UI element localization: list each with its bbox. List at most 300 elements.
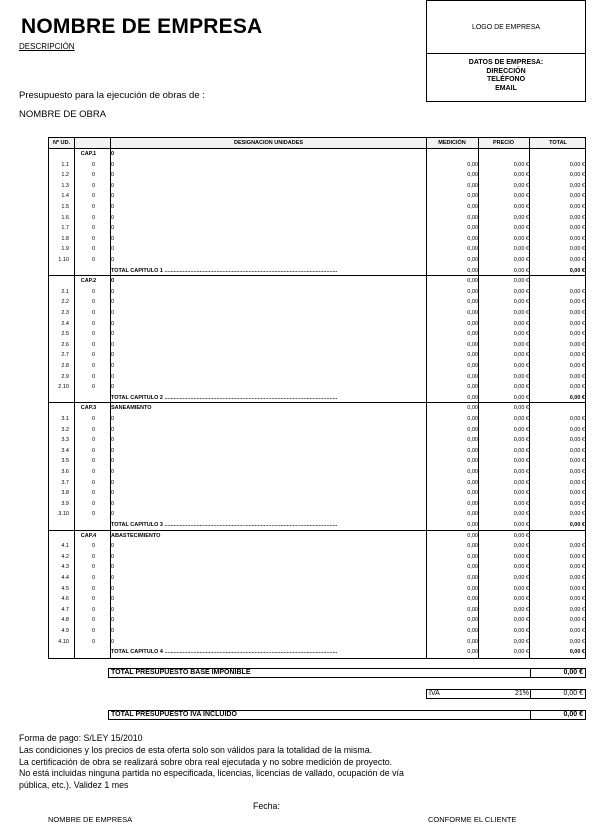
- table-row: [49, 637, 585, 648]
- item-quantity: 0: [91, 575, 95, 581]
- chapter-total-price: 0,00 €: [513, 649, 529, 656]
- chapter-total: 0,00 €: [569, 649, 585, 656]
- item-measure: 0,00: [467, 204, 478, 210]
- item-measure: 0,00: [467, 638, 478, 645]
- table-row: [49, 308, 585, 319]
- item-price: 0,00 €: [513, 458, 529, 465]
- chapter-total-measure: 0,00: [467, 267, 478, 274]
- table-row: [49, 329, 585, 340]
- item-total: 0,00 €: [569, 172, 585, 179]
- item-description: 0: [111, 585, 115, 592]
- table-row: [49, 213, 585, 224]
- item-measure: 0,00: [467, 320, 478, 327]
- item-measure: 0,00: [467, 214, 478, 221]
- item-price: 0,00 €: [513, 479, 529, 486]
- item-quantity: 0: [91, 161, 95, 168]
- table-row: [49, 435, 585, 446]
- item-number: 2.7: [61, 352, 69, 359]
- chapter-total-measure: 0,00: [467, 522, 478, 528]
- terms-line: Las condiciones y los precios de esta oferta solo son válidos para la totalidad de la misma.: [19, 744, 373, 755]
- item-quantity: 0: [91, 373, 95, 380]
- col-med-header: MEDICIÓN: [438, 140, 466, 146]
- chapter-row: [49, 531, 585, 542]
- item-measure: 0,00: [467, 458, 478, 465]
- item-price: 0,00 €: [513, 235, 529, 242]
- chapter-row: [49, 149, 585, 160]
- item-quantity: 0: [91, 384, 95, 391]
- iva-row: [426, 689, 586, 699]
- item-description: 0: [111, 257, 115, 263]
- item-total: 0,00 €: [569, 384, 585, 391]
- item-measure: 0,00: [467, 225, 478, 232]
- company-email: EMAIL: [495, 84, 517, 92]
- table-row: [49, 319, 585, 330]
- table-row: [49, 562, 585, 573]
- chapter-total-measure: 0,00: [467, 394, 478, 401]
- item-total: 0,00 €: [569, 447, 585, 454]
- table-row: [49, 541, 585, 552]
- item-number: 4.4: [61, 575, 69, 581]
- item-number: 1.6: [61, 214, 69, 221]
- item-price: 0,00 €: [513, 469, 529, 475]
- total-incl-value: 0,00 €: [563, 711, 583, 718]
- item-price: 0,00 €: [513, 193, 529, 200]
- item-price: 0,00 €: [513, 352, 529, 359]
- item-quantity: 0: [91, 628, 95, 634]
- item-total: 0,00 €: [569, 246, 585, 253]
- item-number: 2.6: [61, 341, 69, 348]
- item-measure: 0,00: [467, 363, 478, 369]
- item-price: 0,00 €: [513, 511, 529, 518]
- item-quantity: 0: [91, 193, 95, 200]
- col-pre-header: PRECIO: [492, 140, 515, 146]
- table-row: [49, 499, 585, 510]
- item-price: 0,00 €: [513, 638, 529, 645]
- item-total: 0,00 €: [569, 416, 585, 422]
- item-measure: 0,00: [467, 479, 478, 486]
- item-measure: 0,00: [467, 246, 478, 253]
- item-measure: 0,00: [467, 193, 478, 200]
- item-description: 0: [111, 490, 115, 497]
- item-quantity: 0: [91, 500, 95, 507]
- base-total-row: [108, 668, 586, 678]
- item-quantity: 0: [91, 543, 95, 550]
- item-number: 4.1: [61, 543, 69, 550]
- item-number: 3.5: [61, 458, 69, 465]
- table-row: [49, 478, 585, 489]
- budget-table: [48, 137, 586, 659]
- item-number: 1.4: [61, 193, 69, 200]
- chapter-measure: 0,00: [467, 405, 478, 412]
- date-label: Fecha:: [253, 801, 280, 811]
- chapter-total-label: TOTAL CAPITULO 3 .................................................................................................................: [111, 522, 338, 528]
- item-description: 0: [111, 161, 115, 168]
- item-number: 2.2: [61, 299, 69, 306]
- item-total: 0,00 €: [569, 596, 585, 603]
- item-total: 0,00 €: [569, 373, 585, 380]
- item-price: 0,00 €: [513, 437, 529, 444]
- item-total: 0,00 €: [569, 469, 585, 475]
- item-quantity: 0: [91, 310, 95, 316]
- item-quantity: 0: [91, 458, 95, 465]
- table-row: [49, 414, 585, 425]
- item-description: 0: [111, 193, 115, 200]
- item-quantity: 0: [91, 214, 95, 221]
- item-total: 0,00 €: [569, 553, 585, 560]
- chapter-total-price: 0,00 €: [513, 522, 529, 528]
- item-measure: 0,00: [467, 373, 478, 380]
- chapter-price: 0,00 €: [513, 278, 529, 285]
- item-quantity: 0: [91, 437, 95, 444]
- terms-line: No está incluidas ninguna partida no especificada, licencias, licencias de vallado, ocupación de vía: [19, 768, 404, 779]
- table-row: [49, 340, 585, 351]
- item-quantity: 0: [91, 257, 95, 263]
- item-price: 0,00 €: [513, 373, 529, 380]
- item-total: 0,00 €: [569, 437, 585, 444]
- item-number: 4.8: [61, 617, 69, 624]
- table-row: [49, 488, 585, 499]
- terms-line: pública, etc.). Validez 1 mes: [19, 780, 129, 791]
- chapter-total-measure: 0,00: [467, 649, 478, 656]
- item-quantity: 0: [91, 553, 95, 560]
- item-number: 3.8: [61, 490, 69, 497]
- chapter-title: 0: [111, 151, 115, 157]
- signature-client: CONFORME EL CLIENTE: [428, 815, 517, 824]
- total-incl-label: TOTAL PRESUPUESTO IVA INCLUIDO: [111, 711, 237, 718]
- total-incl-row: [108, 710, 586, 720]
- iva-label: IVA: [429, 690, 440, 697]
- item-total: 0,00 €: [569, 479, 585, 486]
- item-price: 0,00 €: [513, 204, 529, 210]
- item-description: 0: [111, 596, 115, 603]
- item-number: 4.6: [61, 596, 69, 603]
- item-quantity: 0: [91, 617, 95, 624]
- item-quantity: 0: [91, 426, 95, 433]
- company-data: [427, 54, 585, 93]
- item-number: 1.10: [58, 257, 69, 263]
- iva-rate: 21%: [514, 690, 529, 697]
- item-quantity: 0: [91, 564, 95, 571]
- item-quantity: 0: [91, 182, 95, 189]
- iva-value: 0,00 €: [563, 690, 583, 697]
- table-row: [49, 552, 585, 563]
- table-row: [49, 605, 585, 616]
- item-total: 0,00 €: [569, 426, 585, 433]
- budget-label: Presupuesto para la ejecución de obras de :: [19, 90, 205, 101]
- item-measure: 0,00: [467, 553, 478, 560]
- item-total: 0,00 €: [569, 161, 585, 168]
- table-header: [49, 138, 585, 149]
- item-quantity: 0: [91, 172, 95, 179]
- company-data-title: DATOS DE EMPRESA:: [468, 59, 544, 66]
- item-total: 0,00 €: [569, 214, 585, 221]
- chapter-row: [49, 276, 585, 287]
- item-description: 0: [111, 426, 115, 433]
- chapter-price: 0,00 €: [513, 405, 529, 412]
- item-description: 0: [111, 606, 115, 613]
- item-measure: 0,00: [467, 469, 478, 475]
- table-row: [49, 234, 585, 245]
- chapter-code: CAP.4: [80, 532, 97, 539]
- item-number: 3.9: [61, 500, 69, 507]
- item-description: 0: [111, 288, 115, 295]
- item-total: 0,00 €: [569, 585, 585, 592]
- item-description: 0: [111, 172, 115, 179]
- table-row: [49, 615, 585, 626]
- item-price: 0,00 €: [513, 628, 529, 634]
- table-row: [49, 467, 585, 478]
- item-price: 0,00 €: [513, 310, 529, 316]
- col-num-header: Nº UD.: [53, 140, 70, 146]
- table-row: [49, 361, 585, 372]
- item-description: 0: [111, 447, 115, 454]
- item-measure: 0,00: [467, 617, 478, 624]
- item-description: 0: [111, 384, 115, 391]
- item-measure: 0,00: [467, 447, 478, 454]
- item-number: 3.7: [61, 479, 69, 486]
- item-price: 0,00 €: [513, 490, 529, 497]
- item-description: 0: [111, 617, 115, 624]
- table-row: [49, 202, 585, 213]
- item-description: 0: [111, 437, 115, 444]
- item-price: 0,00 €: [513, 257, 529, 263]
- item-measure: 0,00: [467, 257, 478, 263]
- item-price: 0,00 €: [513, 617, 529, 624]
- table-row: [49, 509, 585, 520]
- chapter-code: CAP.2: [80, 278, 97, 285]
- item-price: 0,00 €: [513, 182, 529, 189]
- item-description: 0: [111, 214, 115, 221]
- item-price: 0,00 €: [513, 564, 529, 571]
- col-desc-header: DESIGNACION UNIDADES: [233, 140, 304, 146]
- item-measure: 0,00: [467, 352, 478, 359]
- item-total: 0,00 €: [569, 331, 585, 338]
- item-measure: 0,00: [467, 426, 478, 433]
- table-row: [49, 626, 585, 637]
- item-number: 2.5: [61, 331, 69, 338]
- item-total: 0,00 €: [569, 575, 585, 581]
- item-total: 0,00 €: [569, 320, 585, 327]
- item-total: 0,00 €: [569, 257, 585, 263]
- item-price: 0,00 €: [513, 543, 529, 550]
- item-price: 0,00 €: [513, 288, 529, 295]
- chapter-total: 0,00 €: [569, 394, 585, 401]
- item-quantity: 0: [91, 606, 95, 613]
- table-row: [49, 425, 585, 436]
- item-number: 2.10: [58, 384, 69, 391]
- item-description: 0: [111, 373, 115, 380]
- base-total-value: 0,00 €: [563, 669, 583, 676]
- item-number: 3.1: [61, 416, 69, 422]
- item-total: 0,00 €: [569, 204, 585, 210]
- item-price: 0,00 €: [513, 585, 529, 592]
- chapter-code: CAP.1: [80, 151, 97, 157]
- item-number: 3.3: [61, 437, 69, 444]
- item-number: 3.10: [58, 511, 69, 518]
- item-description: 0: [111, 225, 115, 232]
- item-total: 0,00 €: [569, 193, 585, 200]
- item-number: 3.6: [61, 469, 69, 475]
- table-row: [49, 297, 585, 308]
- item-measure: 0,00: [467, 288, 478, 295]
- chapter-total-price: 0,00 €: [513, 267, 529, 274]
- item-measure: 0,00: [467, 437, 478, 444]
- item-price: 0,00 €: [513, 553, 529, 560]
- item-price: 0,00 €: [513, 341, 529, 348]
- item-description: 0: [111, 553, 115, 560]
- item-quantity: 0: [91, 416, 95, 422]
- item-measure: 0,00: [467, 384, 478, 391]
- item-total: 0,00 €: [569, 225, 585, 232]
- item-total: 0,00 €: [569, 628, 585, 634]
- item-price: 0,00 €: [513, 299, 529, 306]
- item-description: 0: [111, 331, 115, 338]
- item-description: 0: [111, 458, 115, 465]
- item-description: 0: [111, 469, 115, 475]
- chapter-title: ABASTECIMIENTO: [111, 532, 161, 539]
- table-row: [49, 594, 585, 605]
- item-price: 0,00 €: [513, 606, 529, 613]
- item-number: 4.7: [61, 606, 69, 613]
- item-measure: 0,00: [467, 235, 478, 242]
- item-price: 0,00 €: [513, 500, 529, 507]
- table-row: [49, 573, 585, 584]
- item-number: 2.9: [61, 373, 69, 380]
- terms: [19, 733, 489, 792]
- item-number: 3.2: [61, 426, 69, 433]
- item-measure: 0,00: [467, 331, 478, 338]
- item-number: 2.1: [61, 288, 69, 295]
- item-price: 0,00 €: [513, 246, 529, 253]
- item-measure: 0,00: [467, 606, 478, 613]
- chapter-row: [49, 403, 585, 414]
- item-total: 0,00 €: [569, 500, 585, 507]
- item-quantity: 0: [91, 299, 95, 306]
- item-description: 0: [111, 235, 115, 242]
- item-number: 1.8: [61, 235, 69, 242]
- item-measure: 0,00: [467, 511, 478, 518]
- table-row: [49, 584, 585, 595]
- chapter-title: SANEAMIENTO: [111, 405, 152, 412]
- item-measure: 0,00: [467, 500, 478, 507]
- item-number: 2.3: [61, 310, 69, 316]
- item-quantity: 0: [91, 363, 95, 369]
- item-measure: 0,00: [467, 172, 478, 179]
- item-description: 0: [111, 182, 115, 189]
- table-row: [49, 255, 585, 266]
- table-row: [49, 350, 585, 361]
- item-number: 4.3: [61, 564, 69, 571]
- item-quantity: 0: [91, 585, 95, 592]
- item-quantity: 0: [91, 246, 95, 253]
- item-total: 0,00 €: [569, 606, 585, 613]
- table-row: [49, 191, 585, 202]
- item-number: 3.4: [61, 447, 69, 454]
- item-measure: 0,00: [467, 299, 478, 306]
- company-description: DESCRIPCIÓN: [19, 42, 75, 51]
- chapter-title: 0: [111, 278, 115, 285]
- table-row: [49, 223, 585, 234]
- chapter-measure: 0,00: [467, 278, 478, 285]
- item-description: 0: [111, 416, 115, 422]
- logo-placeholder: LOGO DE EMPRESA: [427, 1, 585, 54]
- item-measure: 0,00: [467, 161, 478, 168]
- item-quantity: 0: [91, 479, 95, 486]
- terms-line: La certificación de obra se realizará sobre obra real ejecutada y no sobre medición de proyecto.: [19, 756, 393, 767]
- item-measure: 0,00: [467, 628, 478, 634]
- item-measure: 0,00: [467, 490, 478, 497]
- table-row: [49, 244, 585, 255]
- item-total: 0,00 €: [569, 288, 585, 295]
- item-measure: 0,00: [467, 564, 478, 571]
- item-total: 0,00 €: [569, 363, 585, 369]
- payment-terms: Forma de pago: S/LEY 15/2010: [19, 733, 143, 743]
- company-name: NOMBRE DE EMPRESA: [21, 15, 263, 38]
- item-quantity: 0: [91, 204, 95, 210]
- item-number: 4.5: [61, 585, 69, 592]
- item-measure: 0,00: [467, 416, 478, 422]
- item-description: 0: [111, 320, 115, 327]
- item-description: 0: [111, 479, 115, 486]
- item-description: 0: [111, 575, 115, 581]
- item-number: 1.1: [61, 161, 69, 168]
- table-row: [49, 287, 585, 298]
- chapter-total-label: TOTAL CAPITULO 2 .................................................................................................................: [111, 394, 338, 401]
- chapter-total-label: TOTAL CAPITULO 4 .................................................................................................................: [111, 649, 338, 656]
- table-row: [49, 372, 585, 383]
- item-quantity: 0: [91, 596, 95, 603]
- item-quantity: 0: [91, 341, 95, 348]
- item-price: 0,00 €: [513, 331, 529, 338]
- company-phone: TELÉFONO: [486, 76, 526, 83]
- item-description: 0: [111, 543, 115, 550]
- item-number: 2.8: [61, 363, 69, 369]
- item-description: 0: [111, 341, 115, 348]
- item-quantity: 0: [91, 235, 95, 242]
- table-row: [49, 170, 585, 181]
- item-total: 0,00 €: [569, 299, 585, 306]
- item-measure: 0,00: [467, 341, 478, 348]
- item-total: 0,00 €: [569, 490, 585, 497]
- chapter-price: 0,00 €: [513, 532, 529, 539]
- item-quantity: 0: [91, 320, 95, 327]
- chapter-total-row: [49, 647, 585, 658]
- table-row: [49, 446, 585, 457]
- item-measure: 0,00: [467, 543, 478, 550]
- item-price: 0,00 €: [513, 384, 529, 391]
- item-price: 0,00 €: [513, 575, 529, 581]
- item-total: 0,00 €: [569, 182, 585, 189]
- item-price: 0,00 €: [513, 320, 529, 327]
- item-quantity: 0: [91, 490, 95, 497]
- item-price: 0,00 €: [513, 426, 529, 433]
- base-total-label: TOTAL PRESUPUESTO BASE IMPONIBLE: [111, 669, 251, 676]
- item-measure: 0,00: [467, 310, 478, 316]
- item-number: 4.9: [61, 628, 69, 634]
- item-price: 0,00 €: [513, 416, 529, 422]
- item-description: 0: [111, 246, 115, 253]
- item-total: 0,00 €: [569, 564, 585, 571]
- item-total: 0,00 €: [569, 638, 585, 645]
- item-quantity: 0: [91, 331, 95, 338]
- table-row: [49, 456, 585, 467]
- chapter-measure: 0,00: [467, 532, 478, 539]
- item-total: 0,00 €: [569, 511, 585, 518]
- work-name: NOMBRE DE OBRA: [19, 109, 107, 120]
- item-description: 0: [111, 628, 115, 634]
- item-quantity: 0: [91, 225, 95, 232]
- item-measure: 0,00: [467, 182, 478, 189]
